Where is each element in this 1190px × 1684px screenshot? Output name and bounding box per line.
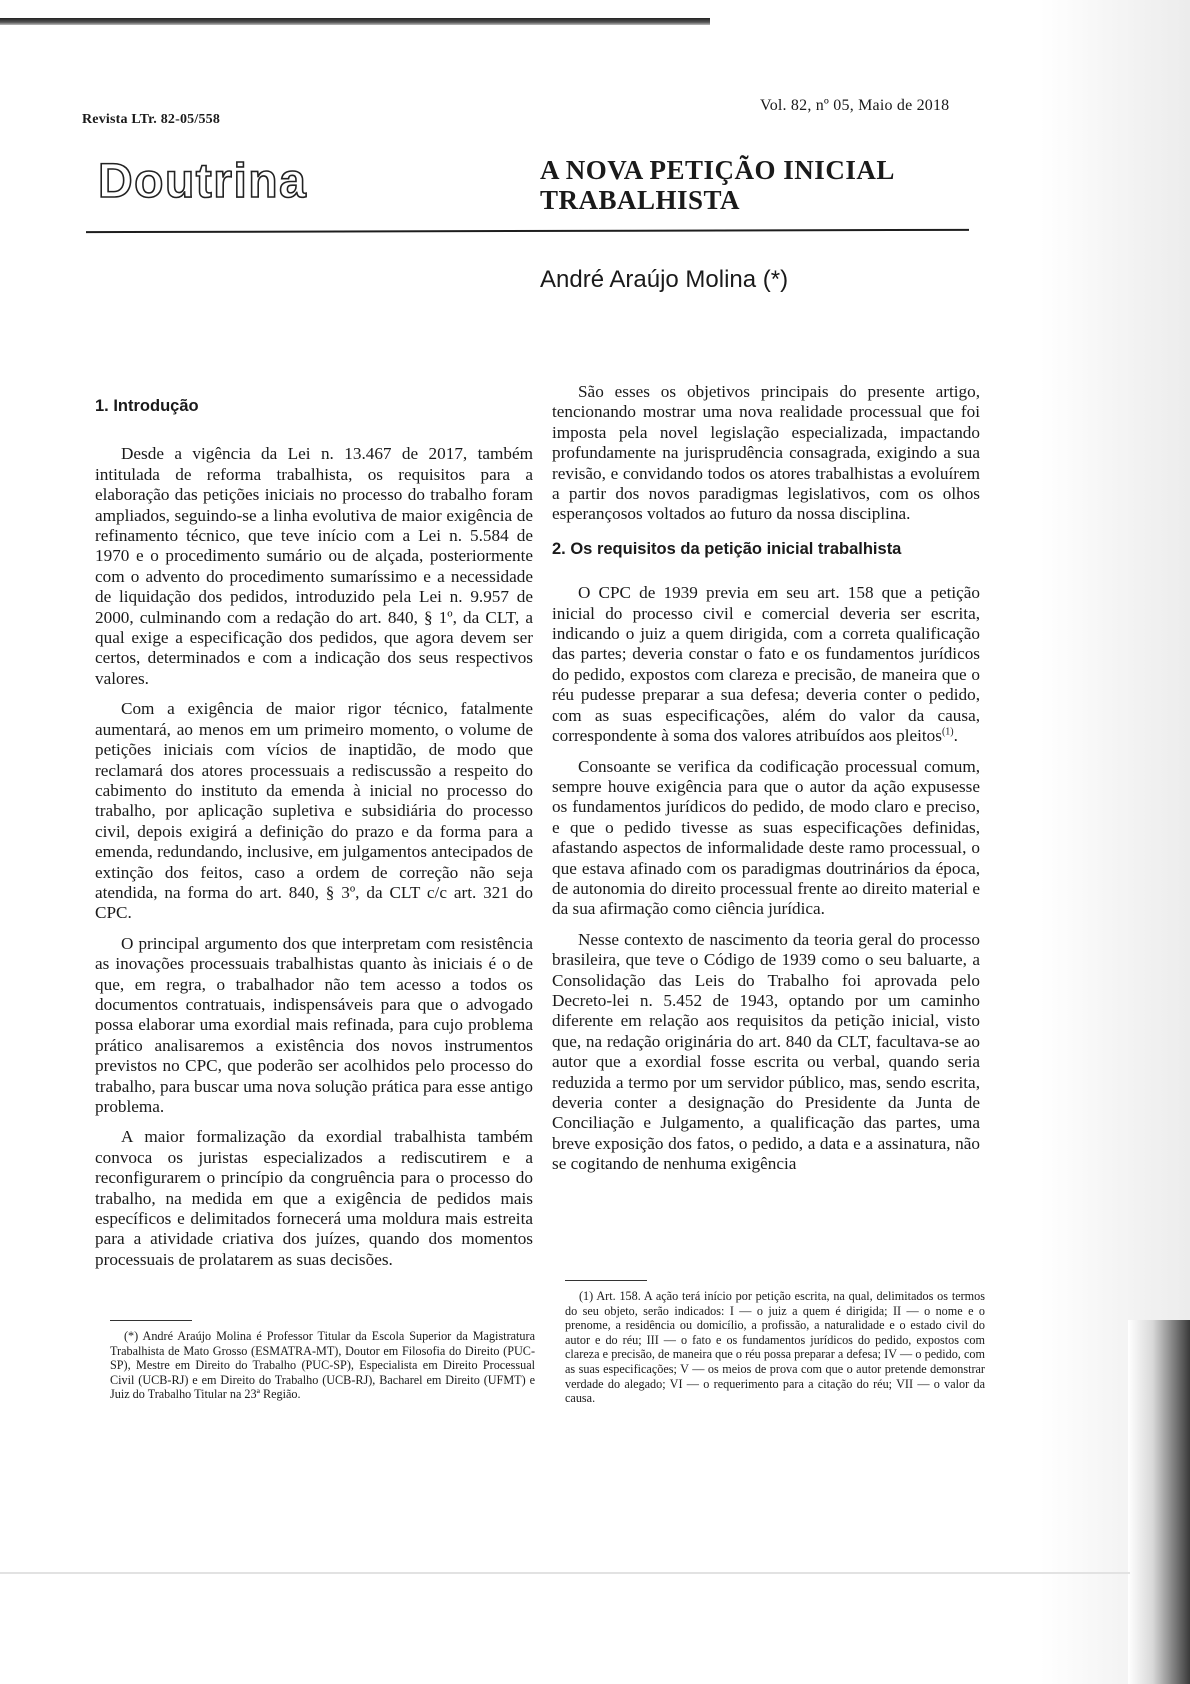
paragraph: Nesse contexto de nascimento da teoria geral do processo brasileira, que teve o Código de 1939 como o seu baluarte, a Consolidação das Leis do Trabalho foi aprovada pelo Decreto-lei n. 5.452 de 1943, optando por um caminho diferente em relação aos requisitos da petição inicial, visto que, na redação originária do art. 840 da CLT, facultava-se ao autor que a exordial fosse escrita ou verbal, quando seria reduzida a termo por um servidor público, mas, sendo escrita, deveria conter a designação do Presidente da Junta de Conciliação e Julgamento, a qualificação das partes, uma breve exposição dos fatos, o pedido, a data e a assinatura, não se cogitando de nenhuma exigência xyxy=(552,929,980,1174)
left-column xyxy=(95,396,533,1280)
journal-reference: Revista LTr. 82-05/558 xyxy=(82,112,221,127)
paragraph-end: . xyxy=(953,726,958,746)
author-name: André Araújo Molina (*) xyxy=(540,266,789,293)
paragraph: São esses os objetivos principais do presente artigo, tencionando mostrar uma nova realidade processual que foi imposta pela novel legislação especializada, impactando profundamente na jurisprudência consagrada, exigindo a sua revisão, e convidando todos os atores trabalhistas a evoluírem a partir dos novos paradigmas legislativos, com os olhos esperançosos voltados ao futuro da nossa disciplina. xyxy=(552,382,980,524)
paragraph xyxy=(552,583,980,746)
footnote-text: (1) Art. 158. A ação terá início por petição escrita, na qual, delimitados os termos do seu objeto, serão indicados: I — o juiz a quem é dirigida; II — o nome e o prenome, a residência ou domicílio, a profissão, a naturalidade e o estado civil do autor e do réu; III — o fato e os fundamentos jurídicos do pedido, expostos com clareza e precisão, de maneira que o réu possa preparar a defesa; IV — o pedido, com as suas especificações; V — os meios de prova com que o autor pretende demonstrar verdade do alegado; VI — o requerimento para a citação do réu; VII — o valor da causa. xyxy=(565,1289,985,1406)
paragraph: A maior formalização da exordial trabalhista também convoca os juristas especializados a rediscutirem e a reconfigurarem o princípio da congruência para o processo do trabalho, na medida em que a exigência de pedidos mais específicos e delimitados fornecerá uma moldura mais estreita para a atividade criativa dos juízes, quando dos momentos processuais de prolatarem as suas decisões. xyxy=(95,1127,533,1269)
footnote-divider xyxy=(110,1320,192,1321)
paragraph: Consoante se verifica da codificação processual comum, sempre houve exigência para que o autor da ação expusesse os fundamentos jurídicos do pedido, de modo claro e preciso, e que o pedido tivesse as suas especificações definidas, afastando aspectos de informalidade deste ramo processual, o que estava afinado com os paradigmas doutrinários da época, de autonomia do direito processual frente ao direito material e da sua afirmação como ciência jurídica. xyxy=(552,756,980,919)
footnote-reference-1[interactable]: (1) xyxy=(941,726,954,738)
article-title xyxy=(540,155,930,215)
scan-top-edge xyxy=(0,18,710,25)
volume-issue-date: Vol. 82, nº 05, Maio de 2018 xyxy=(760,97,950,114)
article-title-line-1: A NOVA PETIÇÃO INICIAL xyxy=(540,155,895,185)
scan-bottom-edge xyxy=(0,1572,1130,1574)
right-column xyxy=(552,382,980,1185)
section-label: Doutrina xyxy=(98,155,308,208)
author-footnote xyxy=(110,1320,535,1402)
paragraph: Com a exigência de maior rigor técnico, fatalmente aumentará, ao menos em um primeiro momento, o volume de petições iniciais com vícios de inaptidão, de modo que reclamará dos atores processuais a rediscussão a respeito do cabimento do instituto da emenda à inicial no processo do trabalho, por aplicação supletiva e subsidiária do processo civil, depois exigirá a definição do prazo e da forma para a emenda, redundando, inclusive, em julgamentos antecipados de extinção dos feitos, caso a ordem de correção não seja atendida, na forma do art. 840, § 3º, da CLT c/c art. 321 do CPC. xyxy=(95,699,533,923)
paragraph: O principal argumento dos que interpretam com resistência as inovações processuais trabalhistas quanto às iniciais é o de que, em regra, o trabalhador não tem acesso a todos os documentos contratuais, indispensáveis para que o advogado possa elaborar uma exordial mais refinada, para cujo problema prático analisaremos a existência dos novos instrumentos previstos no CPC, que poderão ser acolhidos pelo processo do trabalho, para buscar uma nova solução prática para esse antigo problema. xyxy=(95,933,533,1116)
footnote-1 xyxy=(565,1280,985,1406)
section-heading-requisitos: 2. Os requisitos da petição inicial trabalhista xyxy=(552,539,902,558)
footnote-text: (*) André Araújo Molina é Professor Titular da Escola Superior da Magistratura Trabalhista de Mato Grosso (ESMATRA-MT), Doutor em Filosofia do Direito (PUC-SP), Mestre em Direito do Trabalho (PUC-SP), Especialista em Direito Processual Civil (UCB-RJ) e em Direito do Trabalho (UCB-RJ), Bacharel em Direito (UFMT) e Juiz do Trabalho Titular na 23ª Região. xyxy=(110,1329,535,1402)
footnote-divider xyxy=(565,1280,647,1281)
article-title-line-2: TRABALHISTA xyxy=(540,185,741,215)
paragraph-text: O CPC de 1939 previa em seu art. 158 que a petição inicial do processo civil e comercial deveria ser escrita, indicando o juiz a quem dirigida, com a correta qualificação das partes; deveria constar o fato e os fundamentos jurídicos do pedido, expostos com clareza e precisão, de maneira que o réu pudesse preparar a sua defesa; deveria conter o pedido, com as suas especificações, além do valor da causa, correspondente à soma dos valores atribuídos aos pleitos xyxy=(552,583,980,746)
section-heading-introducao: 1. Introdução xyxy=(95,397,199,415)
header-divider xyxy=(86,229,969,233)
scan-corner-shadow xyxy=(1128,1320,1190,1684)
paragraph: Desde a vigência da Lei n. 13.467 de 2017, também intitulada de reforma trabalhista, os requisitos para a elaboração das petições iniciais no processo do trabalho foram ampliados, seguindo-se a linha evolutiva de maior exigência de refinamento técnico, que teve início com a Lei n. 5.584 de 1970 e o procedimento sumário ou de alçada, posteriormente com o advento do procedimento sumaríssimo e a necessidade de liquidação dos pedidos, introduzido pela Lei n. 9.957 de 2000, culminando com a redação do art. 840, § 1º, da CLT, a qual exige a especificação dos pedidos, que agora devem ser certos, determinados e com a indicação dos seus respectivos valores. xyxy=(95,444,533,688)
